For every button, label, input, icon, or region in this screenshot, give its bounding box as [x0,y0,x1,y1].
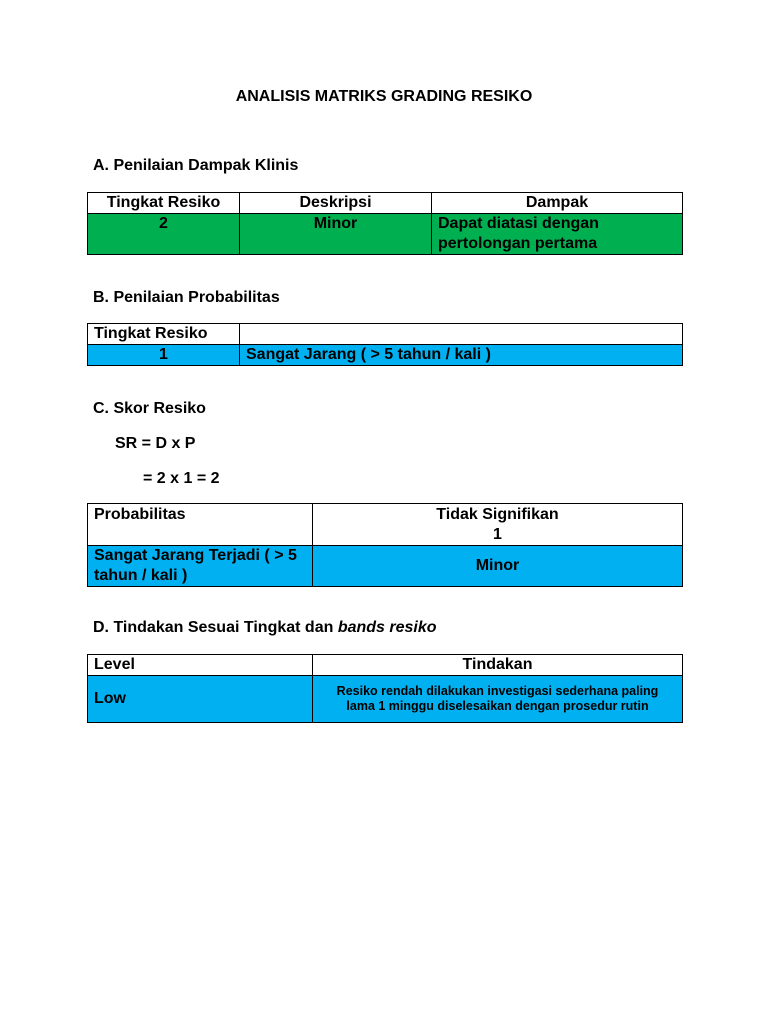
impact-tingkat-cell: 2 [88,214,240,255]
document-title: ANALISIS MATRIKS GRADING RESIKO [235,88,533,105]
header-level: Level [88,655,313,676]
probability-deskripsi-cell: Sangat Jarang ( > 5 tahun / kali ) [240,345,683,366]
probability-tingkat-cell: 1 [88,345,240,366]
impact-table [87,192,683,255]
impact-deskripsi-cell: Minor [240,214,432,255]
impact-dampak-cell: Dapat diatasi dengan pertolongan pertama [432,214,683,255]
header-tindakan: Tindakan [313,655,683,676]
section-c-heading: C. Skor Resiko [93,400,206,417]
section-d-heading-italic: bands resiko [337,619,437,636]
formula-line-1: SR = D x P [115,435,196,452]
risk-score-row [88,546,683,587]
header-probabilitas: Probabilitas [88,504,313,546]
header-tidak-signifikan [313,504,683,546]
section-a-heading: A. Penilaian Dampak Klinis [93,157,299,174]
action-table [87,654,683,723]
action-table-row [88,676,683,723]
probability-table-header [88,324,683,345]
level-low-cell: Low [88,676,313,723]
header-blank-cell [240,324,683,345]
tidak-signifikan-label: Tidak Signifikan [436,506,559,523]
tindakan-cell: Resiko rendah dilakukan investigasi sederhana paling lama 1 minggu diselesaikan dengan prosedur rutin [313,676,683,723]
risk-score-header [88,504,683,546]
risk-score-table [87,503,683,587]
header-dampak: Dampak [432,193,683,214]
action-table-header [88,655,683,676]
header-deskripsi: Deskripsi [240,193,432,214]
probability-table [87,323,683,366]
minor-cell: Minor [313,546,683,587]
impact-table-header [88,193,683,214]
header-tingkat-resiko: Tingkat Resiko [88,193,240,214]
section-b-heading: B. Penilaian Probabilitas [93,289,280,306]
tidak-signifikan-score: 1 [493,526,502,543]
header-tingkat-resiko: Tingkat Resiko [88,324,240,345]
probability-table-row [88,345,683,366]
sangat-jarang-cell: Sangat Jarang Terjadi ( > 5 tahun / kali ) [88,546,313,587]
section-d-heading [93,619,437,637]
formula-line-2: = 2 x 1 = 2 [143,470,220,487]
section-d-heading-text: D. Tindakan Sesuai Tingkat dan [93,619,338,636]
impact-table-row [88,214,683,255]
